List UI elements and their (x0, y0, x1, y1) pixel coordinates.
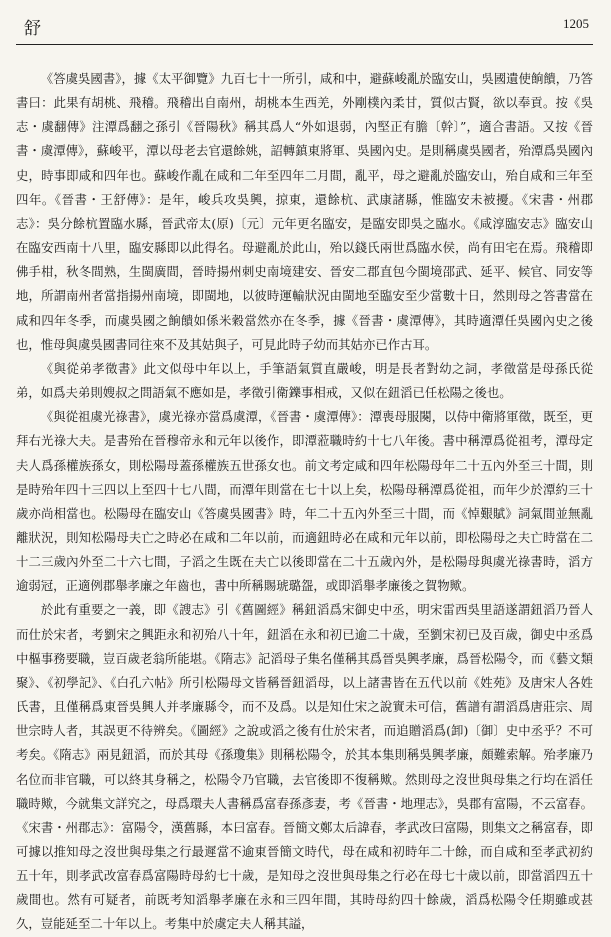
paragraph: 於此有重要之一義，即《謏志》引《舊圖經》稱鈕滔爲宋御史中丞，明宋雷西吳里語遂謂鈕滔乃晉人而仕於宋者，考劉宋之興距永和初殆八十年，鈕滔在永和初已逾二十歲，至劉宋初已及百歲，御史中丞爲中樞事務要職，豈百歲老翁所能堪。《隋志》記滔母子集名僅稱其爲晉吳興孝廉，爲晉松陽令，而《藝文類聚》、《初學記》、《白孔六帖》所引松陽母文皆稱晉鈕滔母，以上諸書皆在五代以前《姓苑》及唐宋人各姓氏書，且僅稱爲東晉吳興人并孝廉縣令，而不及爲。以是知仕宋之說實未可信，舊譜有謂滔爲唐莊宗、周世宗時人者，其誤更不待辨矣。《圖經》之說或滔之後有仕於宋者，而追贈滔爲(卸)〔御〕史中丞乎？不可考矣。《隋志》兩見鈕滔，而於其母《孫瓊集》則稱松陽令，於其本集則稱吳興孝廉，頗難索解。殆孝廉乃名位而非官職，可以終其身稱之，松陽令乃官職，去官後即不復稱歟。然則母之沒世與母集之行均在滔任職時歟，今就集文詳究之，母爲環夫人書稱爲富春孫彥妻，考《晉書・地理志》，吳郡有富陽，不云富春。《宋書・州郡志》：富陽令，漢舊縣，本曰富春。晉簡文鄭太后諱春，孝武改曰富陽，則集文之稱富春，即可據以推知母之沒世與母集之行最遲當不逾東晉簡文時代，母在咸和初時年二十餘，而自咸和至孝武初約五十年，則孝武改富春爲富陽時母約七十歲，是知母之沒世與母集之行必在母七十歲以前，即當滔四五十歲間也。然有可疑者，前既考知滔舉孝廉在永和三四年間，其時母約四十餘歲，滔爲松陽令任期雖或甚久，豈能延至二十年以上。考集中於虞定夫人稱其謚， (16, 602, 593, 932)
page-number: 1205 (563, 16, 589, 31)
running-head: 舒 (24, 19, 43, 39)
main-text (16, 45, 593, 937)
paragraph: 《與從祖虞光祿書》，虞光祿亦當爲虞潭，《晉書・虞潭傳》：潭喪母服闋，以侍中衛將軍徵，既至，更拜右光祿大夫。是書殆在晉穆帝永和元年以後作，即潭蒞職時約十七八年後。書中稱潭爲從祖考，潭母定夫人爲孫權族孫女，則松陽母蓋孫權族五世孫女也。前文考定咸和四年松陽母年二十五內外至三十間，則是時殆年四十三四以上至四十七八間，而潭年則當在七十以上矣，松陽母稱潭爲從祖，而年少於潭約三十歲亦尚相當也。松陽母在臨安山《答虞吳國書》時，年二十五內外至三十間，而《悼艱賦》詞氣間並無亂離狀況，則知松陽母夫亡之時必在咸和二年以前，而適鈕時必在咸和元年以前，即松陽母之夫亡時當在二十二三歲內外至二十六七間，子滔之生既在夫亡以後即當在二十五歲內外，是松陽母與虞光祿書時，滔方逾弱冠，正適例郡舉孝廉之年齒也，書中所稱賜琥璐盌，或即滔舉孝廉後之賀物歟。 (16, 409, 593, 594)
paragraph: 《與從弟孝徵書》此文似母中年以上，手筆語氣質直嚴峻，明是長者對幼之詞，孝徵當是母孫氏從弟，如爲夫弟則嫂叔之問語氣不應如是，孝徵引衛鑠事相戒，又似在鈕滔已任松陽之後也。 (16, 360, 593, 401)
page-header (16, 0, 593, 45)
paragraph: 《答虞吳國書》，據《太平御覽》九百七十一所引，咸和中，避蘇峻亂於臨安山，吳國遺使餉饋，乃答書曰：此果有胡桃、飛稽。飛稽出自南州，胡桃本生西羌，外剛樸內柔甘，質似古賢，欲以奉貢。按《吳志・虞翻傳》注潭爲翻之孫引《晉陽秋》稱其爲人“外如退弱，內堅正有膽〔幹〕”，適合書語。又按《晉書・虞潭傳》，蘇峻平，潭以母老去官還餘姚，詔轉鎮東將軍、吳國內史。是則稱虞吳國者，殆潭爲吳國內史，時事即咸和四年也。蘇峻作亂在咸和二年至四年二月間，亂平，母之避亂於臨安山，殆自咸和三年至四年。《晉書・王舒傳》：是年，峻兵攻吳興，掠東，還餘杭、武康諸縣，惟臨安未被擾。《宋書・州郡志》：吳分餘杭置臨水縣，晉武帝太(原)〔元〕元年更名臨安，是臨安即吳之臨水。《咸淳臨安志》臨安山在臨安西南十八里，臨安縣即以此得名。母避亂於此山，殆以錢氏兩世爲臨水侯，尚有田宅在焉。飛稽即佛手柑，秋冬間熟，生閩廣間，晉時揚州刺史南境建安、晉安二郡直包今閩境邵武、延平、候官、同安等地，所謂南州者當指揚州南境，即閩地，以彼時運輸狀況由閩地至臨安至少當數十日，然則母之答書當在咸和四年冬季，而虞吳國之餉饋如係米穀當然亦在冬季，據《晉書・虞潭傳》，其時適潭任吳國內史之後也，惟母與虞吳國書同往來不及其姑與子，可見此時子幼而其姑亦已作古耳。 (16, 71, 593, 352)
